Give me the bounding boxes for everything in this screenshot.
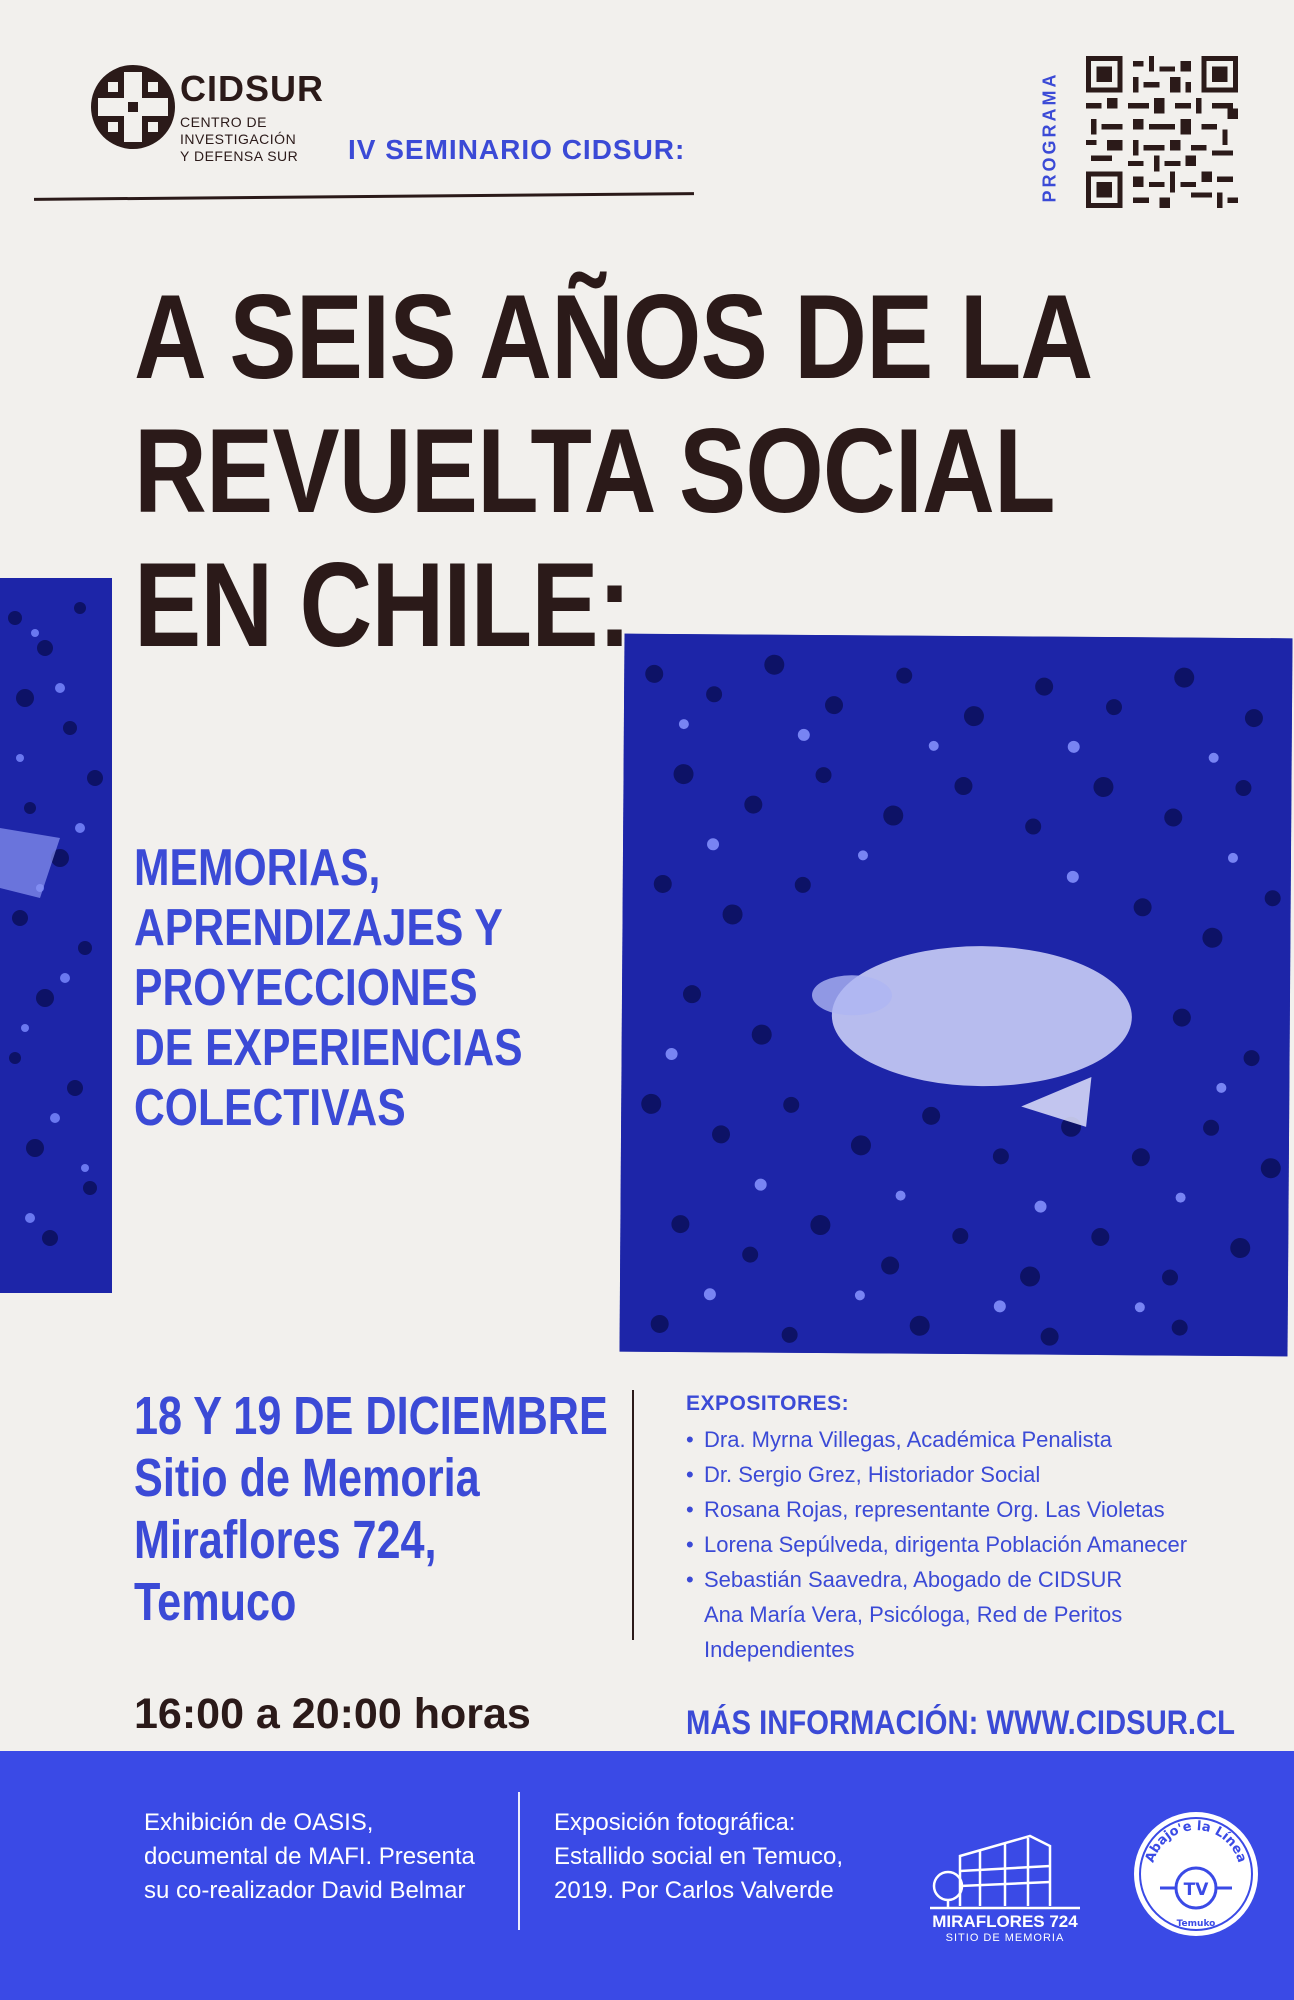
svg-text:Temuko: Temuko <box>1176 1919 1216 1929</box>
speaker-item: • Sebastián Saavedra, Abogado de CIDSUR <box>686 1567 1123 1592</box>
speaker-item: Ana María Vera, Psicóloga, Red de Peritos <box>704 1602 1123 1627</box>
speaker-item: • Rosana Rojas, representante Org. Las Violetas <box>686 1497 1165 1522</box>
svg-text:TV: TV <box>1183 1880 1209 1900</box>
event-hours: 16:00 a 20:00 horas <box>134 1690 531 1738</box>
speaker-item: • Dr. Sergio Grez, Historiador Social <box>686 1462 1041 1487</box>
crowd-photo-main <box>620 634 1293 1357</box>
venue-line: Miraflores 724, <box>134 1510 437 1570</box>
miraflores-subtitle: SITIO DE MEMORIA <box>945 1932 1065 1944</box>
event-info <box>134 1385 634 1633</box>
building-icon <box>920 1816 1090 1910</box>
seminar-label: IV SEMINARIO CIDSUR: <box>348 134 686 165</box>
logo-wordmark: CIDSUR <box>180 68 325 109</box>
speaker-item: Independientes <box>704 1637 855 1662</box>
crowd-photo-left <box>0 578 112 1293</box>
speakers-list <box>686 1392 1246 1667</box>
more-info-link[interactable]: MÁS INFORMACIÓN: WWW.CIDSUR.CL <box>686 1704 1236 1742</box>
cidsur-cross-icon <box>88 62 178 152</box>
subtitle: MEMORIAS, APRENDIZAJES Y PROYECCIONES DE EXPERIENCIAS COLECTIVAS <box>134 839 523 1137</box>
speaker-item: • Lorena Sepúlveda, dirigenta Población Amanecer <box>686 1532 1188 1557</box>
miraflores-logo <box>920 1816 1090 1946</box>
programa-label: PROGRAMA <box>1039 71 1060 203</box>
header-divider <box>34 192 694 201</box>
main-title: A SEIS AÑOS DE LA REVUELTA SOCIAL EN CHILE: <box>134 270 1093 672</box>
cidsur-logo <box>88 62 325 182</box>
svg-text:Abajo'e la Línea: Abajo'e la Línea <box>1142 1818 1250 1865</box>
event-dates: 18 Y 19 DE DICIEMBRE <box>134 1386 608 1446</box>
venue-line: Sitio de Memoria <box>134 1448 480 1508</box>
venue-line: Temuco <box>134 1572 297 1632</box>
footer-divider <box>518 1792 520 1930</box>
speakers-title: EXPOSITORES: <box>686 1392 850 1415</box>
logo-subtitle: CENTRO DE INVESTIGACIÓN Y DEFENSA SUR <box>180 114 299 164</box>
abajo-la-linea-tv-logo <box>1130 1808 1262 1940</box>
footer-photo-text: Exposición fotográfica: Estallido social en Temuco, 2019. Por Carlos Valverde <box>554 1809 844 1904</box>
qr-code-icon[interactable] <box>1086 56 1238 208</box>
speaker-item: • Dra. Myrna Villegas, Académica Penalista <box>686 1427 1113 1452</box>
footer-oasis-text: Exhibición de OASIS, documental de MAFI. Presenta su co-realizador David Belmar <box>144 1809 475 1904</box>
miraflores-title: MIRAFLORES 724 <box>932 1912 1078 1931</box>
info-divider <box>632 1390 634 1640</box>
